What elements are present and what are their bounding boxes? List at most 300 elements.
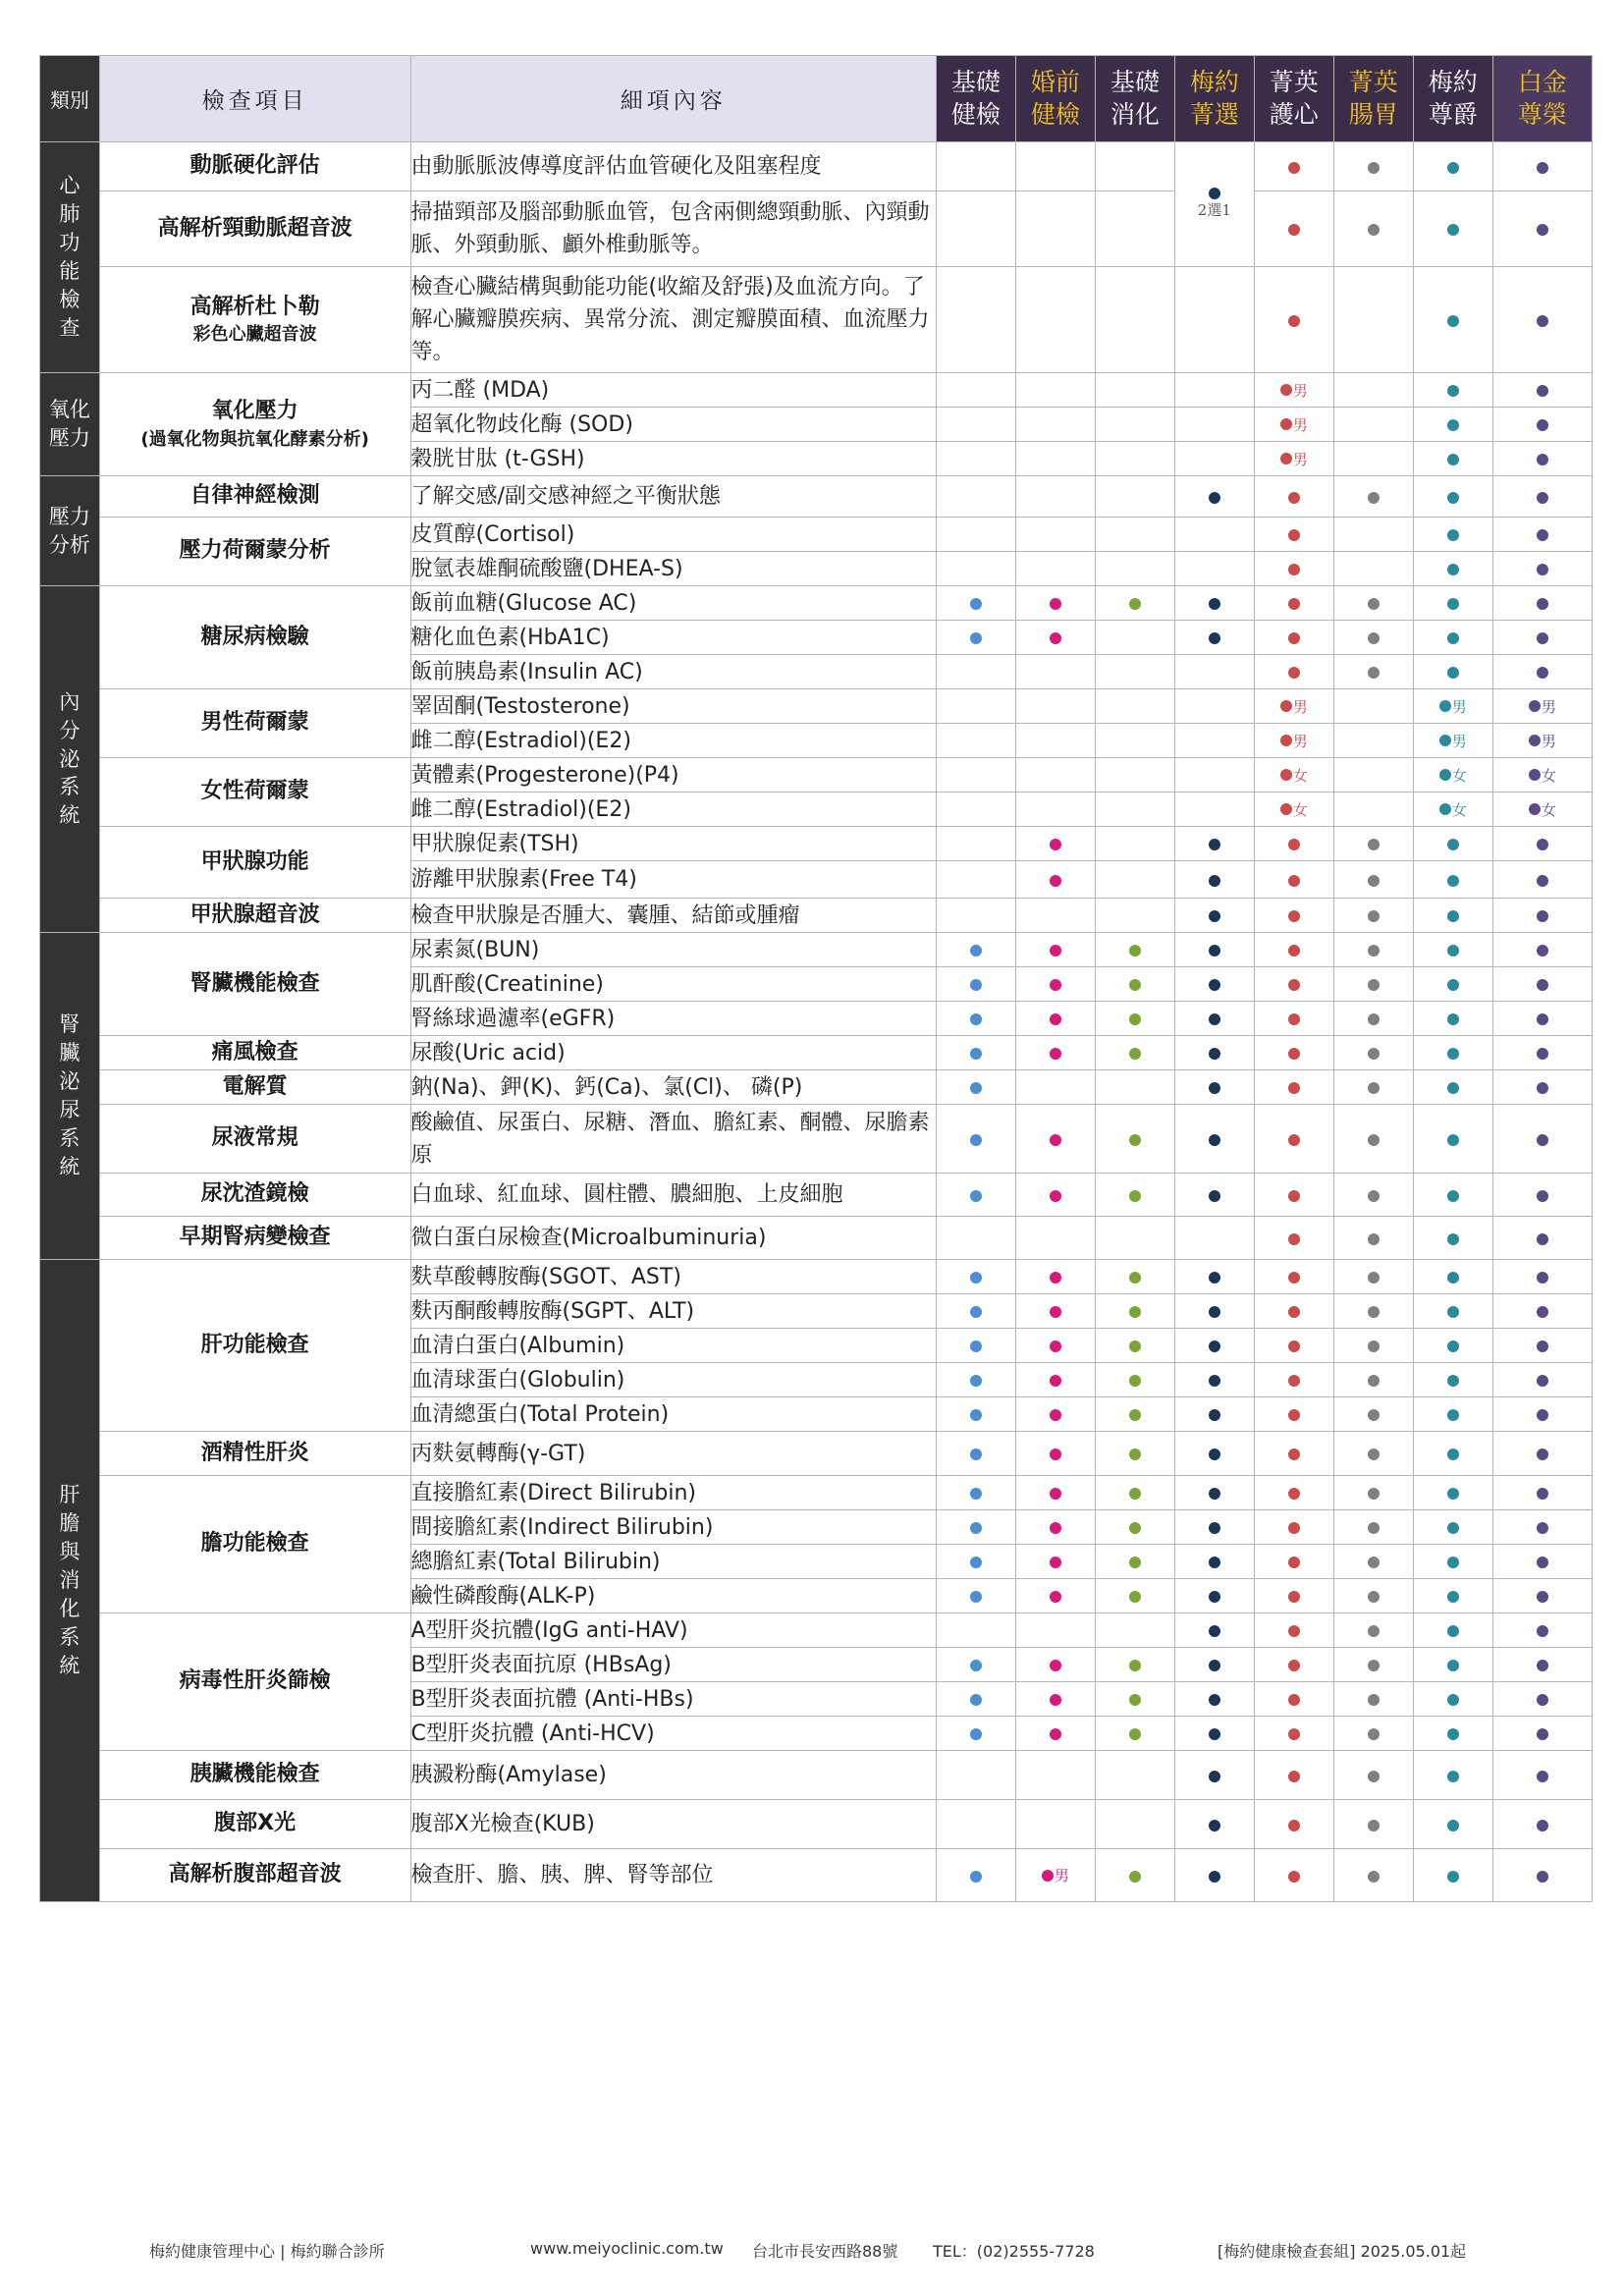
header-package-line: 腸胃: [1348, 99, 1398, 129]
package-cell-d: [1174, 1363, 1254, 1397]
package-cell-b: [1015, 655, 1095, 689]
package-cell-e: [1254, 1105, 1333, 1174]
category-cell: [40, 142, 100, 373]
included-dot-icon: [1537, 1013, 1548, 1025]
included-dot-icon: [1447, 224, 1459, 236]
package-cell-f: [1333, 1476, 1413, 1510]
header-package-line: 尊爵: [1428, 99, 1478, 129]
included-dot-icon: [970, 1082, 982, 1094]
package-cell-h: [1492, 793, 1592, 827]
package-cell-h: [1492, 1260, 1592, 1294]
exam-item: [99, 1751, 410, 1800]
detail-cell: 血清總蛋白(Total Protein): [410, 1397, 936, 1432]
included-dot-icon: [1368, 1306, 1380, 1318]
included-dot-icon: [1288, 492, 1300, 504]
package-cell-c: [1095, 1717, 1174, 1751]
package-cell-g: [1413, 793, 1492, 827]
exam-item: [99, 142, 410, 191]
detail-cell: 飯前血糖(Glucose AC): [410, 586, 936, 621]
package-cell-e: [1254, 933, 1333, 967]
included-dot-icon: [1368, 1771, 1380, 1782]
detail-cell: 白血球、紅血球、圓柱體、膿細胞、上皮細胞: [410, 1174, 936, 1217]
included-dot-icon: [1537, 1871, 1548, 1883]
included-dot-icon: [1447, 945, 1459, 957]
package-cell-f: [1333, 1717, 1413, 1751]
included-dot-icon: [970, 1048, 982, 1060]
package-cell-a: [936, 827, 1015, 861]
included-dot-icon: [1368, 945, 1380, 957]
exam-item-label: 壓力荷爾蒙分析: [179, 538, 331, 564]
included-dot-icon: [1050, 1449, 1061, 1460]
package-cell-h: [1492, 442, 1592, 476]
included-dot-icon: [1050, 875, 1061, 887]
included-dot-icon: [1288, 1771, 1300, 1782]
package-cell-g: [1413, 1363, 1492, 1397]
package-cell-a: [936, 899, 1015, 933]
table-row: [40, 899, 1593, 933]
package-cell-g: [1413, 899, 1492, 933]
included-dot-icon: [1129, 1660, 1141, 1671]
package-cell-e: [1254, 1849, 1333, 1902]
included-dot-icon: [1537, 910, 1548, 922]
category-cell: [40, 476, 100, 586]
included-dot-icon: [1447, 979, 1459, 991]
package-cell-b: [1015, 1217, 1095, 1260]
included-dot-icon: [970, 979, 982, 991]
package-cell-e: [1254, 967, 1333, 1002]
included-dot-icon: [1447, 1272, 1459, 1284]
package-cell-g: [1413, 827, 1492, 861]
included-dot-icon: [1209, 1409, 1220, 1421]
package-cell-f: [1333, 827, 1413, 861]
package-cell-a: [936, 1432, 1015, 1476]
included-dot-icon: [1368, 1625, 1380, 1637]
package-cell-d: [1174, 1036, 1254, 1070]
included-dot-icon: [1368, 1820, 1380, 1831]
exam-item: [99, 1260, 410, 1432]
package-cell-h: [1492, 758, 1592, 793]
included-dot-icon: [1368, 492, 1380, 504]
included-dot-icon: [1050, 1660, 1061, 1671]
package-cell-a: [936, 1002, 1015, 1036]
included-dot-icon: [1368, 1082, 1380, 1094]
package-cell-c: [1095, 621, 1174, 655]
package-cell-c: [1095, 655, 1174, 689]
included-dot-icon: [1447, 1694, 1459, 1706]
included-dot-icon: [1129, 1591, 1141, 1603]
included-dot-icon: [1447, 1340, 1459, 1352]
package-cell-f: [1333, 1579, 1413, 1613]
exam-item-label: 早期腎病變檢查: [179, 1225, 331, 1250]
included-dot-icon: [1529, 769, 1541, 781]
exam-item: [99, 1849, 410, 1902]
included-dot-icon: [1209, 1625, 1220, 1637]
package-cell-d: [1174, 1751, 1254, 1800]
gender-note: 女: [1292, 800, 1308, 819]
header-package-b: [1015, 56, 1095, 142]
package-cell-a: [936, 861, 1015, 899]
package-cell-c: [1095, 1397, 1174, 1432]
table-row: [40, 267, 1593, 373]
included-dot-icon: [970, 1306, 982, 1318]
package-cell-c: [1095, 1476, 1174, 1510]
included-dot-icon: [1209, 1340, 1220, 1352]
package-cell-h: [1492, 518, 1592, 552]
package-cell-a: [936, 1717, 1015, 1751]
package-cell-g: [1413, 191, 1492, 267]
detail-cell: 麩丙酮酸轉胺酶(SGPT、ALT): [410, 1294, 936, 1329]
package-cell-b: [1015, 1260, 1095, 1294]
package-cell-e: [1254, 621, 1333, 655]
included-dot-icon: [1280, 384, 1292, 396]
package-cell-e: [1254, 1579, 1333, 1613]
package-cell-f: [1333, 793, 1413, 827]
table-row: [40, 1432, 1593, 1476]
included-dot-icon: [1537, 492, 1548, 504]
package-cell-d: [1174, 1579, 1254, 1613]
package-cell-e: [1254, 142, 1333, 191]
included-dot-icon: [1368, 632, 1380, 644]
package-cell-g: [1413, 1432, 1492, 1476]
package-cell-a: [936, 1397, 1015, 1432]
included-dot-icon: [970, 632, 982, 644]
package-cell-d: [1174, 1397, 1254, 1432]
package-cell-b: [1015, 1002, 1095, 1036]
package-cell-a: [936, 1105, 1015, 1174]
package-cell-g: [1413, 861, 1492, 899]
detail-cell: 丙麩氨轉酶(γ-GT): [410, 1432, 936, 1476]
package-cell-f: [1333, 933, 1413, 967]
included-dot-icon: [1129, 1272, 1141, 1284]
package-cell-c: [1095, 827, 1174, 861]
included-dot-icon: [1368, 1591, 1380, 1603]
included-dot-icon: [1050, 979, 1061, 991]
header-package-line: 梅約: [1189, 68, 1239, 96]
detail-cell: 甲狀腺促素(TSH): [410, 827, 936, 861]
exam-item: [99, 1800, 410, 1849]
header-package-line: 尊榮: [1517, 99, 1567, 129]
package-cell-c: [1095, 1363, 1174, 1397]
included-dot-icon: [1368, 224, 1380, 236]
exam-item-label: 甲狀腺超音波: [189, 902, 320, 927]
package-cell-g: [1413, 267, 1492, 373]
package-cell-d: [1174, 933, 1254, 967]
package-cell-a: [936, 933, 1015, 967]
detail-cell: 糖化血色素(HbA1C): [410, 621, 936, 655]
included-dot-icon: [1050, 1488, 1061, 1500]
included-dot-icon: [1050, 1375, 1061, 1387]
included-dot-icon: [1537, 1728, 1548, 1740]
package-cell-h: [1492, 408, 1592, 442]
package-cell-b: [1015, 967, 1095, 1002]
package-cell-e: [1254, 1800, 1333, 1849]
package-cell-f: [1333, 1800, 1413, 1849]
package-cell-b: [1015, 827, 1095, 861]
package-cell-a: [936, 408, 1015, 442]
header-package-c: [1095, 56, 1174, 142]
detail-cell: 黃體素(Progesterone)(P4): [410, 758, 936, 793]
package-cell-g: [1413, 1476, 1492, 1510]
package-cell-c: [1095, 1682, 1174, 1717]
included-dot-icon: [1050, 839, 1061, 850]
package-cell-h: [1492, 899, 1592, 933]
included-dot-icon: [1050, 1340, 1061, 1352]
package-cell-g: [1413, 1545, 1492, 1579]
package-cell-e: [1254, 373, 1333, 408]
included-dot-icon: [1447, 1134, 1459, 1146]
package-cell-b: [1015, 267, 1095, 373]
package-cell-e: [1254, 1294, 1333, 1329]
included-dot-icon: [1368, 1728, 1380, 1740]
package-cell-b: [1015, 1174, 1095, 1217]
header-package-line: 白金: [1517, 68, 1567, 96]
package-cell-e: [1254, 1613, 1333, 1648]
footer-set-date: [梅約健康檢查套組] 2025.05.01起: [1218, 2242, 1467, 2261]
package-cell-c: [1095, 142, 1174, 191]
package-cell-g: [1413, 1329, 1492, 1363]
table-row: [40, 476, 1593, 518]
package-cell-b: [1015, 1329, 1095, 1363]
package-cell-a: [936, 655, 1015, 689]
category-label: 壓力分析: [48, 504, 90, 557]
table-row: [40, 689, 1593, 724]
package-cell-d: [1174, 724, 1254, 758]
category-label: 內分泌系統: [59, 689, 81, 828]
included-dot-icon: [1129, 1134, 1141, 1146]
included-dot-icon: [1447, 598, 1459, 610]
package-cell-g: [1413, 1002, 1492, 1036]
package-cell-g: [1413, 1036, 1492, 1070]
package-cell-h: [1492, 655, 1592, 689]
exam-item: [99, 267, 410, 373]
included-dot-icon: [1368, 1409, 1380, 1421]
table-row: [40, 1070, 1593, 1105]
included-dot-icon: [1129, 1488, 1141, 1500]
included-dot-icon: [1537, 945, 1548, 957]
included-dot-icon: [1537, 224, 1548, 236]
package-cell-d: [1174, 1105, 1254, 1174]
package-cell-h: [1492, 191, 1592, 267]
included-dot-icon: [1050, 1190, 1061, 1202]
package-cell-g: [1413, 476, 1492, 518]
table-row: [40, 1105, 1593, 1174]
included-dot-icon: [1209, 979, 1220, 991]
package-cell-e: [1254, 655, 1333, 689]
package-cell-b: [1015, 442, 1095, 476]
footer-address: 台北市長安西路88號: [752, 2242, 898, 2261]
package-cell-c: [1095, 899, 1174, 933]
included-dot-icon: [970, 1409, 982, 1421]
included-dot-icon: [1447, 1871, 1459, 1883]
included-dot-icon: [1537, 1625, 1548, 1637]
package-cell-c: [1095, 267, 1174, 373]
package-cell-e: [1254, 724, 1333, 758]
detail-cell: 尿素氮(BUN): [410, 933, 936, 967]
package-comparison-table: [39, 55, 1593, 1902]
package-cell-e: [1254, 1397, 1333, 1432]
included-dot-icon: [1288, 529, 1300, 541]
package-cell-b: [1015, 408, 1095, 442]
package-cell-g: [1413, 1800, 1492, 1849]
included-dot-icon: [1537, 1771, 1548, 1782]
header-category: 類別: [40, 56, 100, 142]
package-cell-b: [1015, 552, 1095, 586]
header-package-h: [1492, 56, 1592, 142]
package-cell-g: [1413, 1579, 1492, 1613]
included-dot-icon: [1537, 875, 1548, 887]
included-dot-icon: [1447, 667, 1459, 679]
package-cell-f: [1333, 1105, 1413, 1174]
package-cell-b: [1015, 1105, 1095, 1174]
package-cell-h: [1492, 1751, 1592, 1800]
package-cell-c: [1095, 442, 1174, 476]
detail-cell: 游離甲狀腺素(Free T4): [410, 861, 936, 899]
included-dot-icon: [1288, 564, 1300, 575]
package-cell-f: [1333, 1217, 1413, 1260]
package-cell-f: [1333, 518, 1413, 552]
package-cell-b: [1015, 586, 1095, 621]
detail-cell: 脫氫表雄酮硫酸鹽(DHEA-S): [410, 552, 936, 586]
package-cell-f: [1333, 142, 1413, 191]
package-cell-f: [1333, 1397, 1413, 1432]
detail-cell: 飯前胰島素(Insulin AC): [410, 655, 936, 689]
package-cell-b: [1015, 1432, 1095, 1476]
package-cell-e: [1254, 442, 1333, 476]
package-cell-d: [1174, 621, 1254, 655]
package-cell-g: [1413, 1105, 1492, 1174]
gender-note: 女: [1451, 766, 1467, 785]
package-cell-c: [1095, 967, 1174, 1002]
exam-item-label: 腹部X光: [214, 1811, 297, 1836]
included-dot-icon: [1537, 1557, 1548, 1568]
detail-cell: 檢查心臟結構與動能功能(收縮及舒張)及血流方向。了解心臟瓣膜疾病、異常分流、測定瓣膜面積、血流壓力等。: [410, 267, 936, 373]
gender-note: 男: [1451, 697, 1467, 716]
package-cell-a: [936, 724, 1015, 758]
header-package-line: 護心: [1269, 99, 1319, 129]
package-cell-c: [1095, 1217, 1174, 1260]
package-cell-f: [1333, 1510, 1413, 1545]
table-row: [40, 933, 1593, 967]
included-dot-icon: [1537, 162, 1548, 174]
package-cell-d: [1174, 1717, 1254, 1751]
included-dot-icon: [1050, 598, 1061, 610]
package-cell-a: [936, 191, 1015, 267]
included-dot-icon: [1439, 803, 1451, 815]
included-dot-icon: [1050, 1557, 1061, 1568]
package-cell-f: [1333, 1070, 1413, 1105]
included-dot-icon: [1280, 453, 1292, 465]
included-dot-icon: [1288, 1728, 1300, 1740]
package-cell-f: [1333, 1260, 1413, 1294]
detail-cell: B型肝炎表面抗體 (Anti-HBs): [410, 1682, 936, 1717]
package-cell-h: [1492, 1717, 1592, 1751]
included-dot-icon: [1368, 162, 1380, 174]
package-cell-d: [1174, 793, 1254, 827]
package-cell-h: [1492, 1579, 1592, 1613]
included-dot-icon: [1537, 1488, 1548, 1500]
included-dot-icon: [970, 1728, 982, 1740]
included-dot-icon: [970, 1134, 982, 1146]
included-dot-icon: [1288, 1306, 1300, 1318]
package-cell-b: [1015, 1579, 1095, 1613]
package-cell-b: [1015, 1648, 1095, 1682]
included-dot-icon: [1288, 667, 1300, 679]
package-cell-a: [936, 1036, 1015, 1070]
included-dot-icon: [1368, 1190, 1380, 1202]
package-cell-d: [1174, 1294, 1254, 1329]
exam-item-label: 膽功能檢查: [200, 1531, 309, 1557]
included-dot-icon: [1447, 385, 1459, 397]
included-dot-icon: [1288, 1694, 1300, 1706]
package-cell-a: [936, 373, 1015, 408]
gender-note: 男: [1541, 697, 1556, 716]
package-cell-c: [1095, 373, 1174, 408]
package-cell-h: [1492, 1363, 1592, 1397]
table-body: [40, 142, 1593, 1902]
header-package-e: [1254, 56, 1333, 142]
exam-item: [99, 1476, 410, 1613]
included-dot-icon: [1050, 945, 1061, 957]
table-row: [40, 1849, 1593, 1902]
package-cell-a: [936, 1648, 1015, 1682]
detail-cell: 腹部X光檢查(KUB): [410, 1800, 936, 1849]
package-cell-f: [1333, 191, 1413, 267]
package-cell-e: [1254, 1329, 1333, 1363]
included-dot-icon: [1447, 492, 1459, 504]
package-cell-d: [1174, 1476, 1254, 1510]
package-cell-b: [1015, 142, 1095, 191]
included-dot-icon: [1537, 839, 1548, 850]
header-package-line: 婚前: [1030, 68, 1080, 96]
included-dot-icon: [1368, 1048, 1380, 1060]
included-dot-icon: [970, 1591, 982, 1603]
detail-cell: 腎絲球過濾率(eGFR): [410, 1002, 936, 1036]
exam-item: [99, 827, 410, 899]
included-dot-icon: [1537, 419, 1548, 431]
included-dot-icon: [1288, 839, 1300, 850]
package-cell-g: [1413, 1174, 1492, 1217]
package-cell-b: [1015, 1070, 1095, 1105]
included-dot-icon: [1129, 1190, 1141, 1202]
included-dot-icon: [1288, 315, 1300, 327]
included-dot-icon: [1288, 1488, 1300, 1500]
table-row: [40, 1174, 1593, 1217]
included-dot-icon: [1288, 1820, 1300, 1831]
package-cell-g: [1413, 689, 1492, 724]
package-cell-e: [1254, 1260, 1333, 1294]
package-cell-a: [936, 621, 1015, 655]
package-cell-f: [1333, 861, 1413, 899]
package-cell-f: [1333, 1849, 1413, 1902]
package-cell-e: [1254, 586, 1333, 621]
included-dot-icon: [1529, 735, 1541, 746]
included-dot-icon: [1288, 875, 1300, 887]
package-cell-f: [1333, 552, 1413, 586]
package-cell-e: [1254, 267, 1333, 373]
included-dot-icon: [1368, 1134, 1380, 1146]
included-dot-icon: [1537, 1409, 1548, 1421]
package-cell-d: [1174, 1070, 1254, 1105]
header-package-a: [936, 56, 1015, 142]
table-row: [40, 1036, 1593, 1070]
detail-cell: 微白蛋白尿檢查(Microalbuminuria): [410, 1217, 936, 1260]
package-cell-f: [1333, 1613, 1413, 1648]
package-cell-e: [1254, 191, 1333, 267]
header-row: [40, 56, 1593, 142]
package-cell-b: [1015, 1800, 1095, 1849]
included-dot-icon: [1447, 1728, 1459, 1740]
gender-note: 女: [1541, 800, 1556, 819]
